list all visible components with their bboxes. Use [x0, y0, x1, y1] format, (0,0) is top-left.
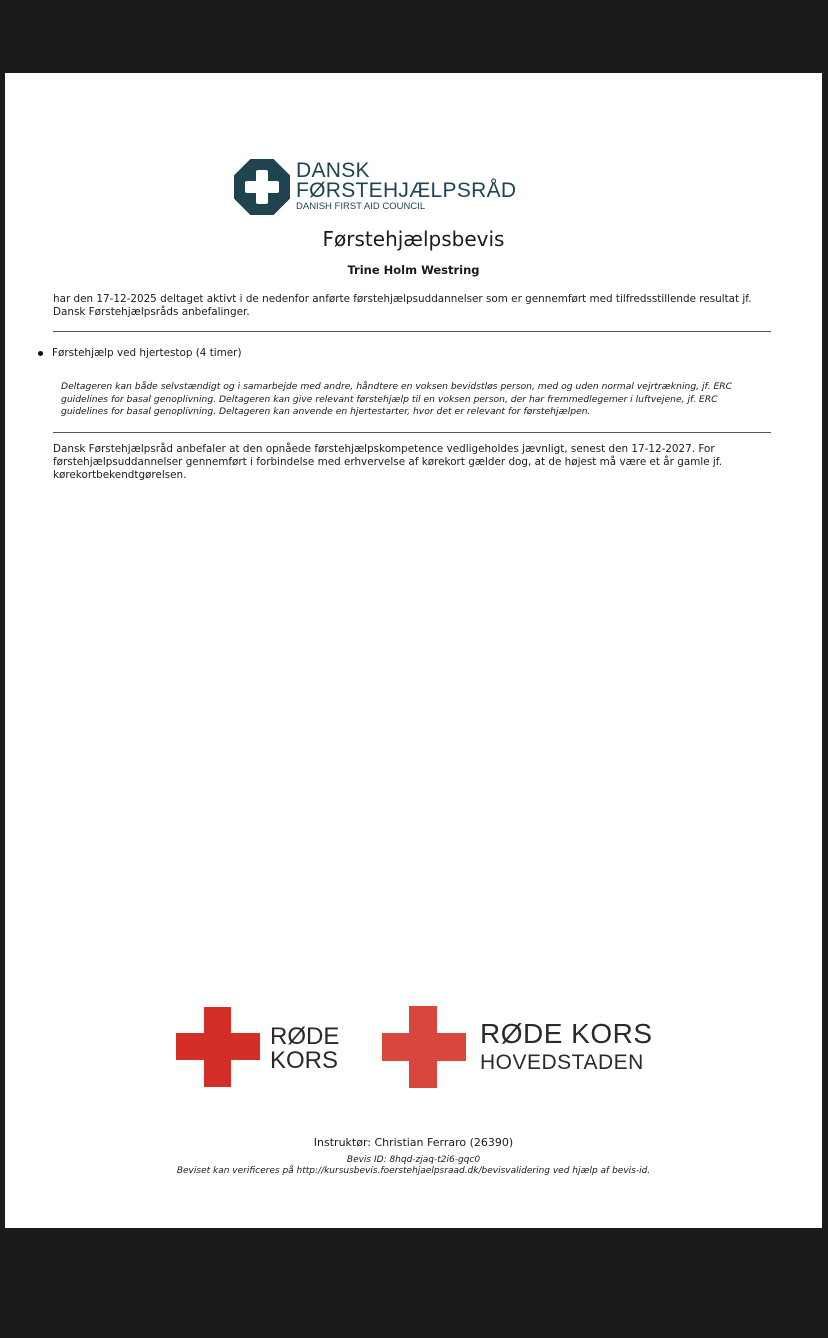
bevis-id: Bevis ID: 8hqd-zjaq-t2i6-gqc0: [346, 1155, 481, 1165]
verification-text: Beviset kan verificeres på http://kursusbevis.foerstehjaelpsraad.dk/bevisvalidering ved hjælp af bevis-id.: [176, 1166, 651, 1176]
certificate-page: [5, 73, 822, 1228]
maintenance-advice: Dansk Førstehjælpsråd anbefaler at den opnåede førstehjælpskompetence vedligeholdes jævnligt, senest den 17-12-2027. For førstehjælpsuddannelser gennemført i forbindelse med erhvervelse af kørekort gælder dog, at de højest må være et år gamle jf. kørekortbekendtgørelsen.: [53, 443, 723, 481]
rode-kors-hovedstaden-line-1: RØDE KORS: [480, 1018, 653, 1049]
intro-text: har den 17-12-2025 deltaget aktivt i de nedenfor anførte førstehjælpsuddannelser som er gennemført med tilfredsstillende resultat jf. Dansk Førstehjælpsråds anbefalinger.: [53, 293, 752, 318]
red-cross-icon: [382, 1006, 466, 1088]
participant-name: Trine Holm Westring: [347, 263, 480, 277]
rode-kors-logo: [176, 1007, 376, 1087]
logo-line-2: FØRSTEHJÆLPSRÅD: [296, 179, 517, 202]
rode-kors-hovedstaden-line-2: HOVEDSTADEN: [480, 1051, 644, 1074]
course-description: Deltageren kan både selvstændigt og i samarbejde med andre, håndtere en voksen bevidstløs person, med og uden normal vejrtrækning, jf. ERC guidelines for basal genoplivning. Deltageren kan give relevant førstehjælp til en voksen person, der har fremmedlegemer i luftvejene, jf. ERC guidelines for basal genoplivning. Deltageren kan anvende en hjertestarter, hvor det er relevant for førstehjælpen.: [61, 381, 733, 417]
course-item: [38, 347, 242, 359]
divider-bottom: [53, 432, 771, 433]
course-name: Førstehjælp ved hjertestop (4 timer): [52, 347, 242, 359]
rode-kors-line-1: RØDE: [270, 1023, 340, 1050]
divider-top: [53, 331, 771, 332]
red-cross-icon: [176, 1007, 260, 1087]
instructor: Instruktør: Christian Ferraro (26390): [313, 1136, 514, 1149]
bullet-icon: [38, 351, 43, 356]
logo-line-1: DANSK: [296, 159, 370, 182]
rode-kors-line-2: KORS: [270, 1047, 339, 1074]
white-cross-octagon-icon: [234, 159, 290, 215]
rode-kors-hovedstaden-logo: [382, 1006, 682, 1088]
logo-subtitle: DANISH FIRST AID COUNCIL: [296, 201, 426, 212]
certificate-title: Førstehjælpsbevis: [322, 227, 505, 251]
dansk-forstehjaelpsraad-logo: [234, 159, 534, 215]
